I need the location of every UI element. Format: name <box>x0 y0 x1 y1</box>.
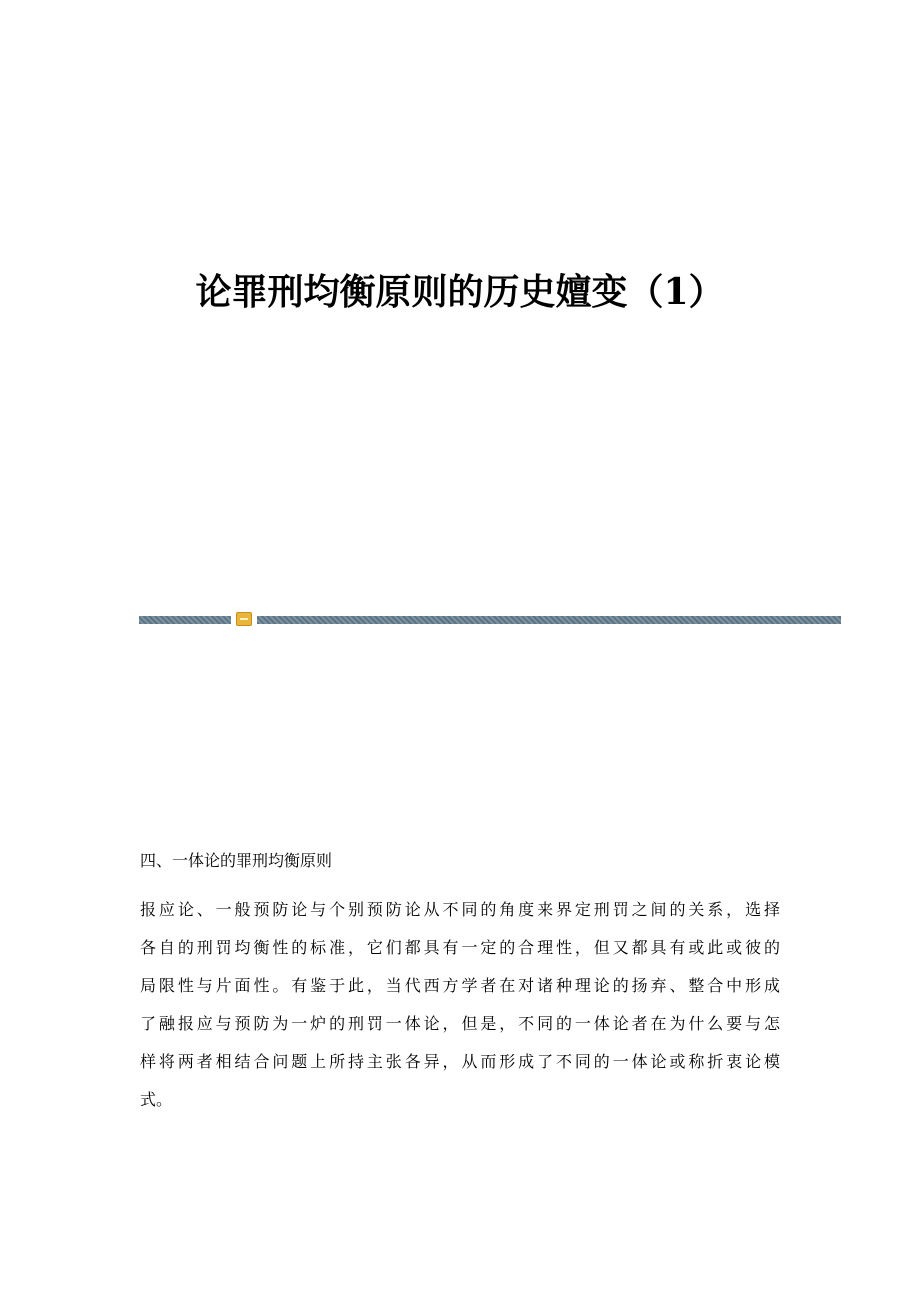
divider-bar-right <box>257 616 841 624</box>
document-title: 论罪刑均衡原则的历史嬗变（1） <box>195 271 725 313</box>
paragraph-line: 各自的刑罚均衡性的标准，它们都具有一定的合理性，但又都具有或此或彼的 <box>140 938 780 957</box>
decorative-divider <box>139 612 841 626</box>
paragraph-line: 报应论、一般预防论与个别预防论从不同的角度来界定刑罚之间的关系，选择 <box>140 900 780 919</box>
body-paragraph <box>140 891 780 1119</box>
paragraph-line: 了融报应与预防为一炉的刑罚一体论，但是，不同的一体论者在为什么要与怎 <box>140 1014 780 1033</box>
paragraph-line: 局限性与片面性。有鉴于此，当代西方学者在对诸种理论的扬弃、整合中形成 <box>140 976 780 995</box>
divider-bar-left <box>139 616 231 624</box>
paragraph-line: 式。 <box>140 1090 173 1109</box>
paragraph-line: 样将两者相结合问题上所持主张各异，从而形成了不同的一体论或称折衷论模 <box>140 1052 780 1071</box>
ornament-icon <box>236 612 252 626</box>
section-heading: 四、一体论的罪刑均衡原则 <box>140 851 333 870</box>
